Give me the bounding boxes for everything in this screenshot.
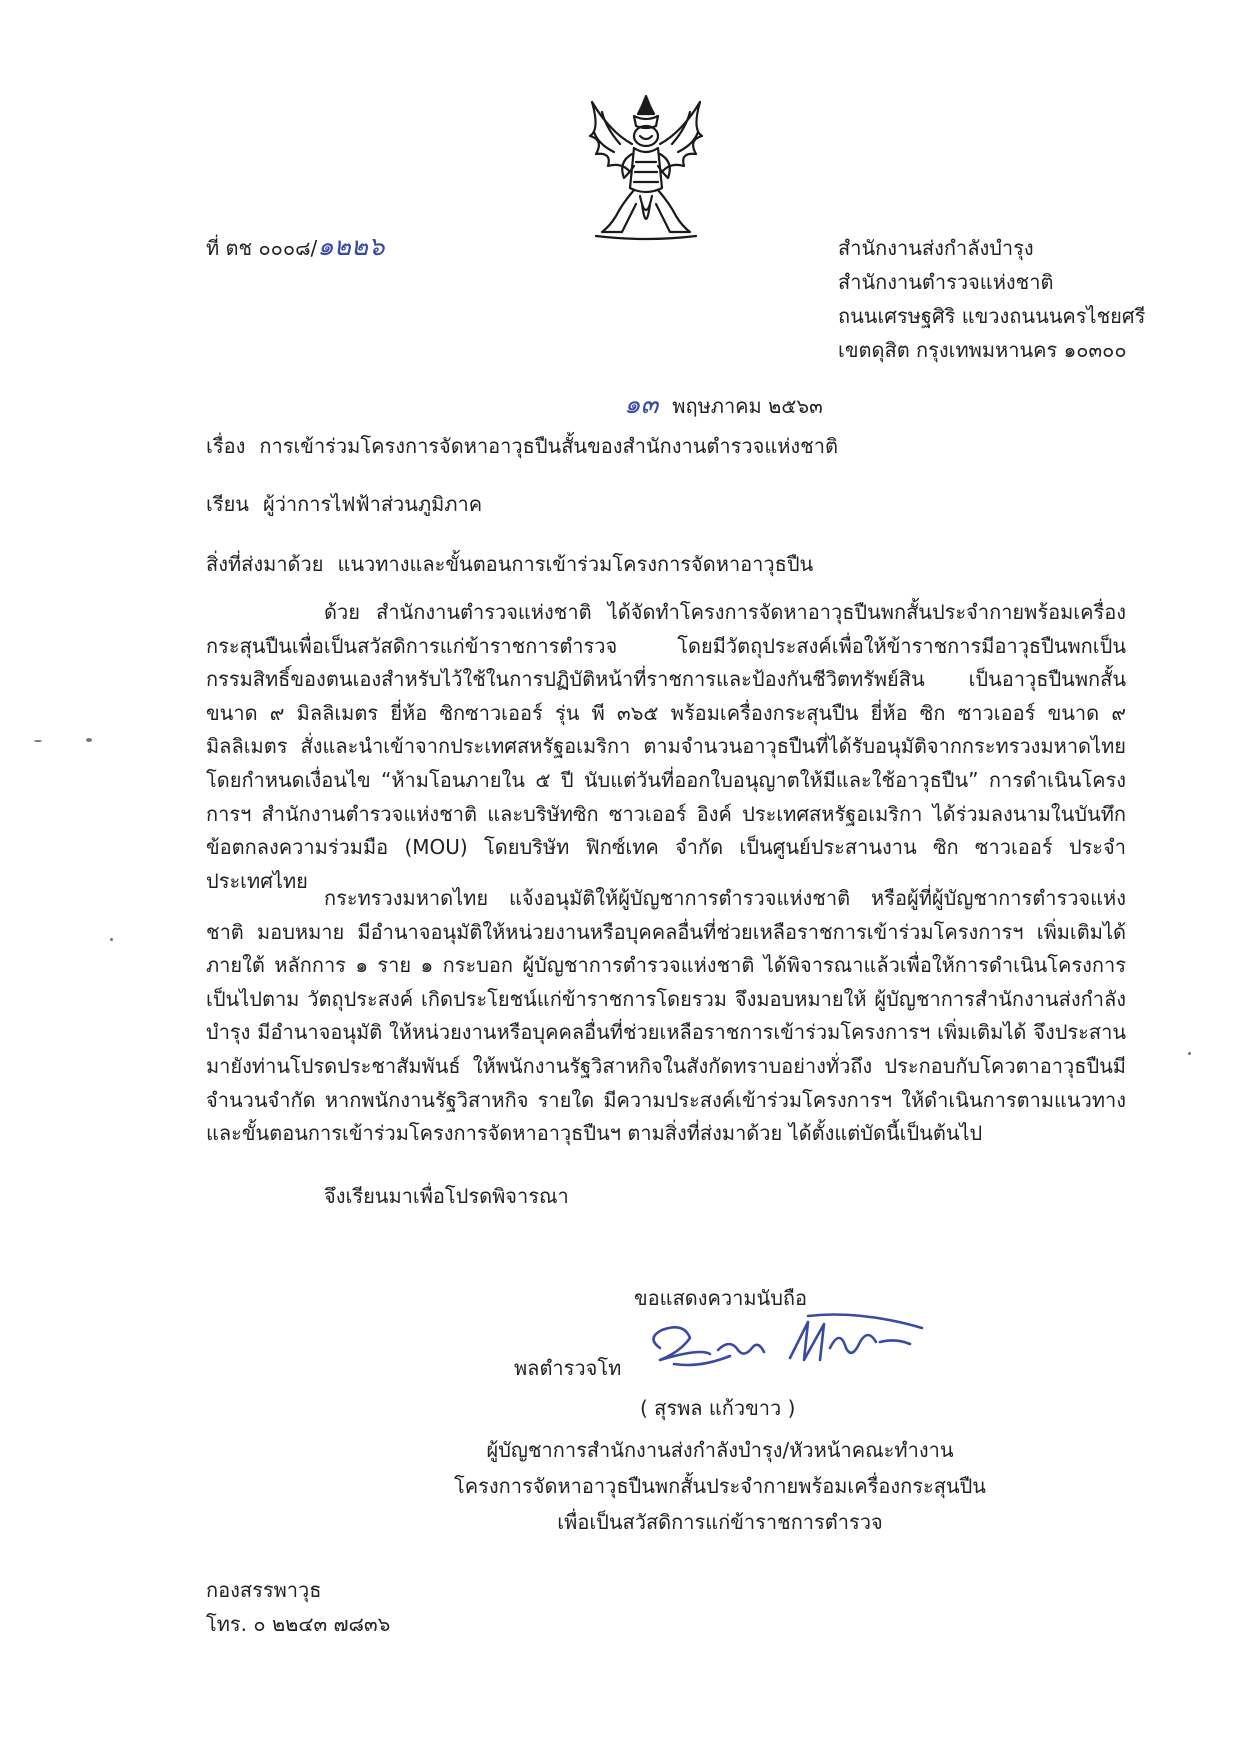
subject-label: เรื่อง (206, 434, 246, 458)
date-month-year: พฤษภาคม ๒๕๖๓ (672, 394, 823, 418)
body-paragraph-2: กระทรวงมหาดไทย แจ้งอนุมัติให้ผู้บัญชาการตำรวจแห่งชาติ หรือผู้ที่ผู้บัญชาการตำรวจแห่งชาติ มอบหมาย มีอำนาจอนุมัติให้หน่วยงานหรือบุคคลอื่นที่ช่วยเหลือราชการเข้าร่วมโครงการฯ เพิ่มเติมได้ ภายใต้ หลักการ ๑ ราย ๑ กระบอก ผู้บัญชาการตำรวจแห่งชาติ ได้พิจารณาแล้วเพื่อให้การดำเนินโครงการเป็นไปตาม วัตถุประสงค์ เกิดประโยชน์แก่ข้าราชการโดยรวม จึงมอบหมายให้ ผู้บัญชาการสำนักงานส่งกำลังบำรุง มีอำนาจอนุมัติ ให้หน่วยงานหรือบุคคลอื่นที่ช่วยเหลือราชการเข้าร่วมโครงการฯ เพิ่มเติมได้ จึงประสานมายังท่านโปรดประชาสัมพันธ์ ให้พนักงานรัฐวิสาหกิจในสังกัดทราบอย่างทั่วถึง ประกอบกับโควตาอาวุธปืนมีจำนวนจำกัด หากพนักงานรัฐวิสาหกิจ รายใด มีความประสงค์เข้าร่วมโครงการฯ ให้ดำเนินการตามแนวทางและขั้นตอนการเข้าร่วมโครงการจัดหาอาวุธปืนฯ ตามสิ่งที่ส่งมาด้วย ได้ตั้งแต่บัดนี้เป็นต้นไป (206, 886, 1126, 1146)
scan-speck (86, 738, 92, 742)
recipient-label: เรียน (206, 492, 249, 516)
address-line-3: ถนนเศรษฐศิริ แขวงถนนนครไชยศรี (838, 304, 1146, 328)
subject-text: การเข้าร่วมโครงการจัดหาอาวุธปืนสั้นของสำนักงานตำรวจแห่งชาติ (259, 434, 838, 458)
enclosure-label: สิ่งที่ส่งมาด้วย (206, 552, 324, 576)
reference-number-handwritten: ๑๒๒๖ (317, 232, 385, 262)
address-line-1: สำนักงานส่งกำลังบำรุง (838, 236, 1034, 260)
date-day-handwritten: ๑๓ (624, 390, 659, 420)
signer-position-line-3: เพื่อเป็นสวัสดิการแก่ข้าราชการตำรวจ (557, 1510, 883, 1534)
signer-name: ( สุรพล แก้วขาว ) (640, 1396, 796, 1420)
footer-phone: โทร. ๐ ๒๒๔๓ ๗๘๓๖ (206, 1612, 391, 1636)
recipient-text: ผู้ว่าการไฟฟ้าส่วนภูมิภาค (262, 492, 483, 516)
address-line-2: สำนักงานตำรวจแห่งชาติ (838, 270, 1054, 294)
garuda-emblem-icon (572, 92, 720, 242)
letter-date (624, 384, 823, 425)
address-line-4: เขตดุสิต กรุงเทพมหานคร ๑๐๓๐๐ (838, 338, 1127, 362)
closing-regards: ขอแสดงความนับถือ (634, 1286, 808, 1310)
recipient-line (206, 488, 482, 520)
footer-department: กองสรรพาวุธ (206, 1578, 322, 1602)
signer-position-line-2: โครงการจัดหาอาวุธปืนพกสั้นประจำกายพร้อมเครื่องกระสุนปืน (454, 1474, 986, 1498)
scan-speck (34, 740, 42, 742)
signer-rank: พลตำรวจโท (514, 1356, 622, 1380)
handwritten-signature-icon (640, 1308, 930, 1380)
scan-speck (1188, 1052, 1191, 1055)
signer-position-line-1: ผู้บัญชาการสำนักงานส่งกำลังบำรุง/หัวหน้าคณะทำงาน (486, 1438, 954, 1462)
enclosure-line (206, 548, 813, 580)
scan-speck (110, 938, 113, 941)
closing-request: จึงเรียนมาเพื่อโปรดพิจารณา (324, 1184, 569, 1208)
subject-line (206, 430, 838, 462)
reference-number (206, 226, 385, 267)
body-paragraph-1: ด้วย สำนักงานตำรวจแห่งชาติ ได้จัดทำโครงการจัดหาอาวุธปืนพกสั้นประจำกายพร้อมเครื่องกระสุนปืนเพื่อเป็นสวัสดิการแก่ข้าราชการตำรวจ โดยมีวัตถุประสงค์เพื่อให้ข้าราชการมีอาวุธปืนพกเป็นกรรมสิทธิ์ของตนเองสำหรับไว้ใช้ในการปฏิบัติหน้าที่ราชการและป้องกันชีวิตทรัพย์สิน เป็นอาวุธปืนพกสั้น ขนาด ๙ มิลลิเมตร ยี่ห้อ ซิกซาวเออร์ รุ่น พี ๓๖๕ พร้อมเครื่องกระสุนปืน ยี่ห้อ ซิก ซาวเออร์ ขนาด ๙ มิลลิเมตร สั่งและนำเข้าจากประเทศสหรัฐอเมริกา ตามจำนวนอาวุธปืนที่ได้รับอนุมัติจากกระทรวงมหาดไทย โดยกำหนดเงื่อนไข “ห้ามโอนภายใน ๕ ปี นับแต่วันที่ออกใบอนุญาตให้มีและใช้อาวุธปืน” การดำเนินโครงการฯ สำนักงานตำรวจแห่งชาติ และบริษัทซิก ซาวเออร์ อิงค์ ประเทศสหรัฐอเมริกา ได้ร่วมลงนามในบันทึกข้อตกลงความร่วมมือ (MOU) โดยบริษัท ฟิกซ์เทค จำกัด เป็นศูนย์ประสานงาน ซิก ซาวเออร์ ประจำประเทศไทย (206, 600, 1126, 893)
enclosure-text: แนวทางและขั้นตอนการเข้าร่วมโครงการจัดหาอาวุธปืน (337, 552, 814, 576)
reference-prefix: ที่ ตช ๐๐๐๘/ (206, 236, 318, 260)
